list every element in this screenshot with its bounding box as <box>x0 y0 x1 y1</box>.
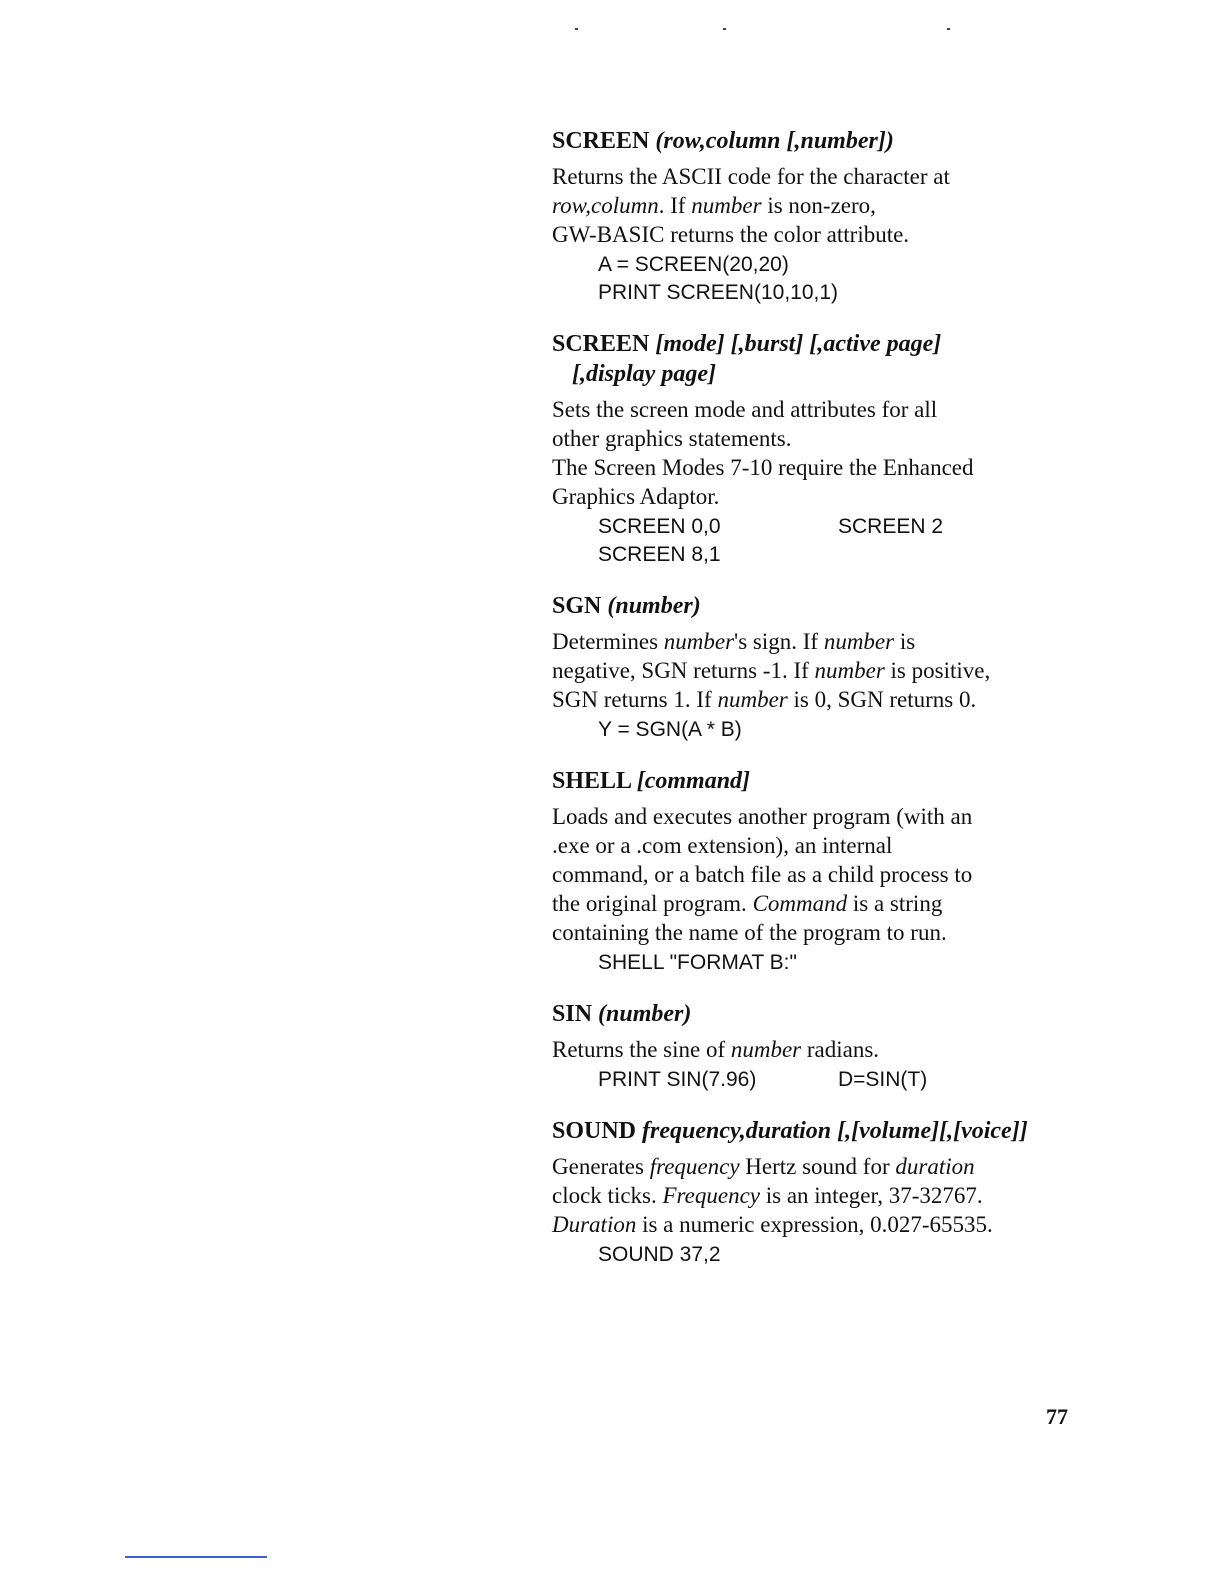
text-run: other graphics statements. <box>552 426 792 451</box>
description-line <box>552 191 1112 220</box>
code-line <box>598 716 1112 744</box>
entry-description <box>552 395 1112 511</box>
italic-term: duration <box>895 1154 975 1179</box>
entry-heading <box>552 1116 1112 1146</box>
italic-term: row,column <box>552 193 659 218</box>
reference-entry <box>552 1116 1112 1269</box>
italic-term: Duration <box>552 1212 637 1237</box>
speck <box>723 28 726 30</box>
speck <box>947 28 950 30</box>
text-run: Determines <box>552 629 664 654</box>
text-run: . If <box>658 193 692 218</box>
italic-term: frequency <box>649 1154 740 1179</box>
italic-term: Frequency <box>662 1183 760 1208</box>
description-line <box>552 395 1112 424</box>
italic-term: number <box>814 658 885 683</box>
code-statement: SHELL "FORMAT B:" <box>598 951 797 974</box>
code-example <box>598 1241 1112 1269</box>
code-line <box>598 1241 1112 1269</box>
text-run: SGN returns 1. If <box>552 687 718 712</box>
italic-term: number <box>730 1037 802 1062</box>
entry-description <box>552 162 1112 249</box>
text-run: Sets the screen mode and attributes for all <box>552 397 938 422</box>
text-run: is positive, <box>884 658 991 683</box>
text-run: the original program. <box>552 891 753 916</box>
text-run: radians. <box>801 1037 880 1062</box>
text-run: Graphics Adaptor. <box>552 484 720 509</box>
entry-syntax: (row,column [,number]) <box>655 128 894 154</box>
italic-term: number <box>691 193 762 218</box>
text-run: clock ticks. <box>552 1183 663 1208</box>
reference-entries <box>552 126 1112 1291</box>
text-run: Loads and executes another program (with an <box>552 804 973 829</box>
reference-entry <box>552 329 1112 569</box>
reference-entry <box>552 126 1112 307</box>
speck <box>575 28 578 30</box>
text-run: GW-BASIC returns the color attribute. <box>552 222 910 247</box>
entry-description <box>552 627 1112 714</box>
text-run: Returns the ASCII code for the character at <box>552 164 950 189</box>
text-run: .exe or a .com extension), an internal <box>552 833 893 858</box>
code-statement: PRINT SCREEN(10,10,1) <box>598 281 839 304</box>
entry-keyword: SGN <box>552 593 602 619</box>
description-line <box>552 220 1112 249</box>
code-line <box>598 1066 1112 1094</box>
code-statement: SCREEN 0,0 <box>598 515 721 538</box>
italic-term: number <box>823 629 895 654</box>
reference-entry <box>552 591 1112 744</box>
text-run: command, or a batch file as a child process to <box>552 862 973 887</box>
entry-syntax-continued: [,display page] <box>572 361 716 387</box>
text-run: The Screen Modes 7-10 require the Enhanced <box>552 455 974 480</box>
italic-term: number <box>717 687 788 712</box>
code-line <box>598 513 1112 541</box>
code-line <box>598 541 1112 569</box>
entry-syntax: [command] <box>636 768 751 794</box>
code-line <box>598 279 1112 307</box>
description-line <box>552 453 1112 482</box>
description-line <box>552 918 1112 947</box>
code-example <box>598 1066 1112 1094</box>
italic-term: Command <box>752 891 848 916</box>
description-line <box>552 656 1112 685</box>
entry-description <box>552 802 1112 947</box>
code-line <box>598 251 1112 279</box>
text-run: containing the name of the program to run. <box>552 920 947 945</box>
entry-heading <box>552 766 1112 796</box>
entry-heading <box>552 999 1112 1029</box>
reference-entry <box>552 999 1112 1094</box>
footer-rule <box>125 1556 267 1558</box>
description-line <box>552 627 1112 656</box>
entry-syntax: (number) <box>607 593 701 619</box>
text-run: is <box>894 629 916 654</box>
entry-keyword: SOUND <box>552 1118 637 1144</box>
code-statement: SCREEN 8,1 <box>598 543 721 566</box>
text-run: Hertz sound for <box>739 1154 896 1179</box>
text-run: is an integer, 37-32767. <box>759 1183 983 1208</box>
entry-description <box>552 1152 1112 1239</box>
entry-syntax: [mode] [,burst] [,active page] <box>655 331 942 357</box>
description-line <box>552 802 1112 831</box>
code-statement: SCREEN 2 <box>838 515 944 538</box>
code-statement: SOUND 37,2 <box>598 1243 721 1266</box>
entry-syntax: frequency,duration [,[volume][,[voice]] <box>642 1118 1028 1144</box>
description-line <box>552 1152 1112 1181</box>
text-run: is a string <box>847 891 943 916</box>
description-line <box>552 1035 1112 1064</box>
entry-syntax: (number) <box>598 1001 692 1027</box>
description-line <box>552 860 1112 889</box>
text-run: Returns the sine of <box>552 1037 731 1062</box>
code-statement: A = SCREEN(20,20) <box>598 253 789 276</box>
entry-keyword: SCREEN <box>552 331 650 357</box>
entry-heading <box>552 591 1112 621</box>
code-example <box>598 513 1112 569</box>
code-example <box>598 716 1112 744</box>
code-example <box>598 251 1112 307</box>
code-statement: Y = SGN(A * B) <box>598 718 742 741</box>
scan-specks <box>575 24 955 34</box>
italic-term: number <box>663 629 735 654</box>
text-run: Generates <box>552 1154 650 1179</box>
entry-heading <box>552 329 1112 389</box>
text-run: is a numeric expression, 0.027-65535. <box>636 1212 993 1237</box>
entry-keyword: SCREEN <box>552 128 650 154</box>
entry-heading <box>552 126 1112 156</box>
code-statement: D=SIN(T) <box>838 1068 928 1091</box>
description-line <box>552 1181 1112 1210</box>
text-run: negative, SGN returns -1. If <box>552 658 815 683</box>
entry-keyword: SHELL <box>552 768 631 794</box>
description-line <box>552 1210 1112 1239</box>
reference-entry <box>552 766 1112 977</box>
entry-keyword: SIN <box>552 1001 593 1027</box>
text-run: is 0, SGN returns 0. <box>787 687 977 712</box>
code-example <box>598 949 1112 977</box>
code-statement: PRINT SIN(7.96) <box>598 1068 757 1091</box>
description-line <box>552 482 1112 511</box>
description-line <box>552 685 1112 714</box>
description-line <box>552 162 1112 191</box>
code-line <box>598 949 1112 977</box>
description-line <box>552 831 1112 860</box>
entry-description <box>552 1035 1112 1064</box>
description-line <box>552 889 1112 918</box>
text-run: is non-zero, <box>761 193 876 218</box>
page-number: 77 <box>1046 1404 1068 1429</box>
text-run: 's sign. If <box>734 629 824 654</box>
description-line <box>552 424 1112 453</box>
